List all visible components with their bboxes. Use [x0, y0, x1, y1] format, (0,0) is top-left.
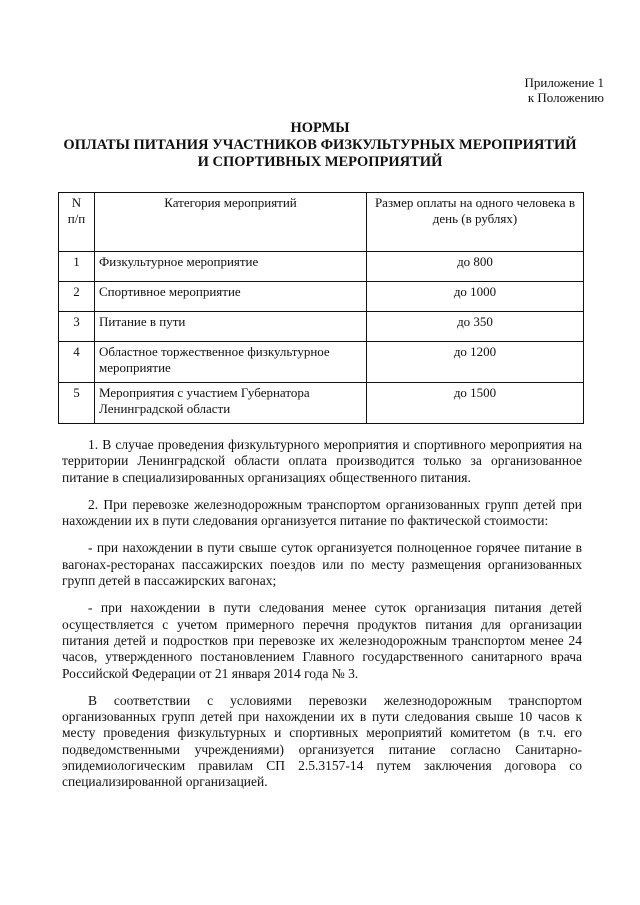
row-price: до 1200	[367, 342, 584, 383]
row-price: до 800	[367, 252, 584, 282]
row-number: 5	[59, 383, 95, 424]
row-number: 4	[59, 342, 95, 383]
row-category: Спортивное мероприятие	[95, 282, 367, 312]
paragraph-1: 1. В случае проведения физкультурного мероприятия и спортивного мероприятия на территории Ленинградской области оплата производится только за организованное питание в специализированных организациях общественного питания.	[62, 437, 582, 485]
row-category: Физкультурное мероприятие	[95, 252, 367, 282]
row-price: до 350	[367, 312, 584, 342]
table-row	[59, 252, 584, 282]
header-price: Размер оплаты на одного человека в день (в рублях)	[367, 193, 584, 252]
row-price: до 1500	[367, 383, 584, 424]
row-category: Мероприятия с участием Губернатора Ленинградской области	[95, 383, 367, 424]
row-price: до 1000	[367, 282, 584, 312]
appendix-line-2: к Положению	[527, 90, 604, 105]
table-row	[59, 342, 584, 383]
paragraph-4: - при нахождении в пути следования менее суток организация питания детей осуществляется с учетом примерного перечня продуктов питания для организации питания детей и подростков при перевозке их железнодорожным транспортом менее 24 часов, утвержденного постановлением Главного государственного санитарного врача Российской Федерации от 21 января 2014 года № 3.	[62, 600, 582, 681]
row-number: 1	[59, 252, 95, 282]
table-row	[59, 312, 584, 342]
row-number: 3	[59, 312, 95, 342]
title-line-2: ОПЛАТЫ ПИТАНИЯ УЧАСТНИКОВ ФИЗКУЛЬТУРНЫХ МЕРОПРИЯТИЙ	[63, 137, 577, 153]
header-category: Категория мероприятий	[95, 193, 367, 252]
table-header-row	[59, 193, 584, 252]
header-number	[59, 193, 95, 252]
table-row	[59, 383, 584, 424]
title-line-1: НОРМЫ	[290, 120, 350, 136]
appendix-line-1: Приложение 1	[524, 75, 604, 90]
document-title	[40, 120, 600, 171]
paragraph-3: - при нахождении в пути свыше суток организуется полноценное горячее питание в вагонах-ресторанах пассажирских поездов или по месту размещения организованных групп детей в пассажирских вагонах;	[62, 540, 582, 589]
header-number-line-2: п/п	[67, 211, 86, 226]
norms-table	[58, 192, 584, 424]
appendix-reference	[524, 75, 604, 105]
paragraph-2: 2. При перевозке железнодорожным транспортом организованных групп детей при нахождении их в пути следования организуется питание по фактической стоимости:	[62, 496, 582, 529]
row-category: Питание в пути	[95, 312, 367, 342]
document-body	[62, 437, 582, 802]
row-number: 2	[59, 282, 95, 312]
table-row	[59, 282, 584, 312]
row-category: Областное торжественное физкультурное мероприятие	[95, 342, 367, 383]
paragraph-5: В соответствии с условиями перевозки железнодорожным транспортом организованных групп детей при нахождении их в пути следования свыше 10 часов к месту проведения физкультурных и спортивных мероприятий комитетом (в т.ч. его подведомственными учреждениями) организуется питание согласно Санитарно-эпидемиологическим правилам СП 2.5.3157-14 путем заключения договора со специализированной организацией.	[62, 692, 582, 790]
header-number-line-1: N	[71, 195, 82, 210]
title-line-3: И СПОРТИВНЫХ МЕРОПРИЯТИЙ	[197, 154, 443, 170]
